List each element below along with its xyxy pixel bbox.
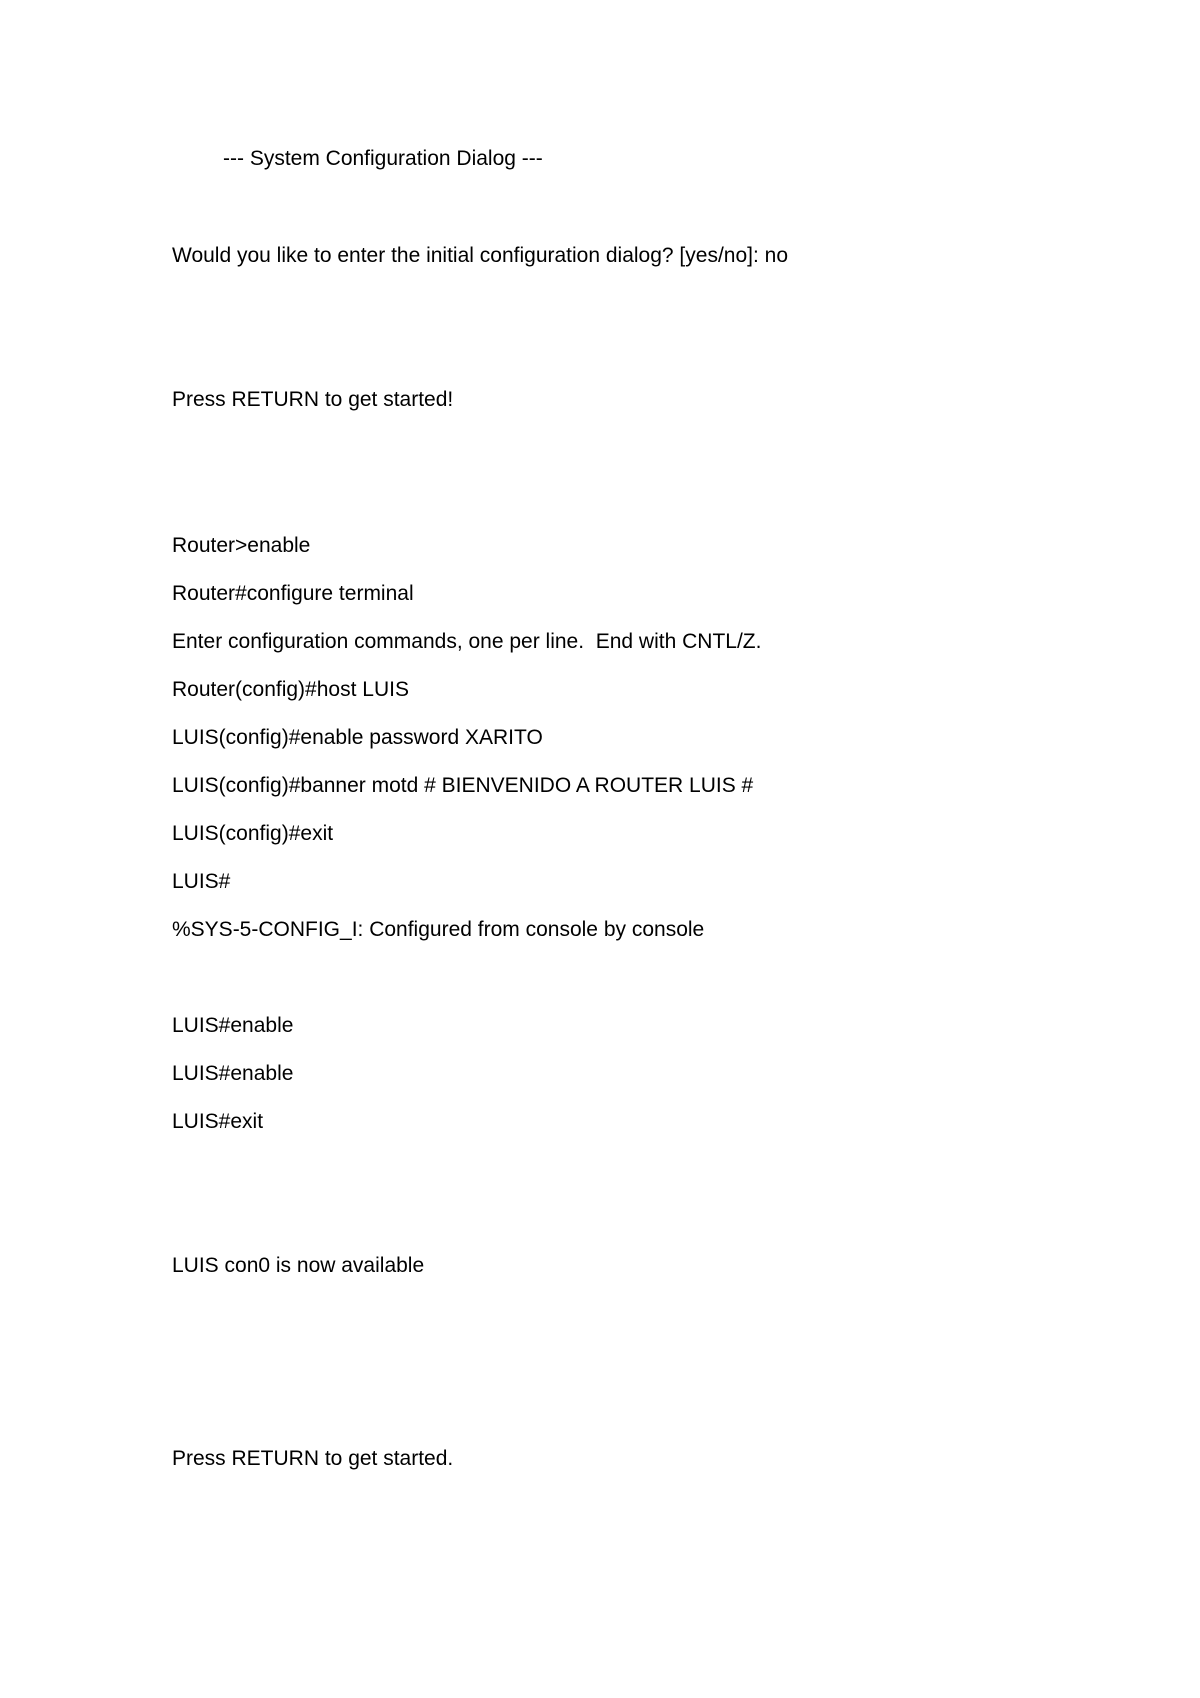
- dialog-title-line: --- System Configuration Dialog ---: [223, 147, 543, 170]
- console-line: Enter configuration commands, one per line. End with CNTL/Z.: [172, 630, 762, 653]
- dialog-prompt-line: Would you like to enter the initial configuration dialog? [yes/no]: no: [172, 244, 788, 267]
- press-return-line: Press RETURN to get started.: [172, 1447, 454, 1470]
- console-line: LUIS#exit: [172, 1110, 264, 1133]
- console-line: Router>enable: [172, 534, 311, 557]
- console-line: LUIS(config)#exit: [172, 822, 334, 845]
- console-line: LUIS(config)#banner motd # BIENVENIDO A ROUTER LUIS #: [172, 774, 754, 797]
- console-line: LUIS#: [172, 870, 231, 893]
- console-line: Router#configure terminal: [172, 582, 414, 605]
- console-line: LUIS(config)#enable password XARITO: [172, 726, 543, 749]
- console-line: LUIS#enable: [172, 1014, 294, 1037]
- availability-line: LUIS con0 is now available: [172, 1254, 425, 1277]
- console-line: LUIS#enable: [172, 1062, 294, 1085]
- press-return-line: Press RETURN to get started!: [172, 388, 454, 411]
- console-line: Router(config)#host LUIS: [172, 678, 409, 701]
- system-message-line: %SYS-5-CONFIG_I: Configured from console by console: [172, 918, 705, 941]
